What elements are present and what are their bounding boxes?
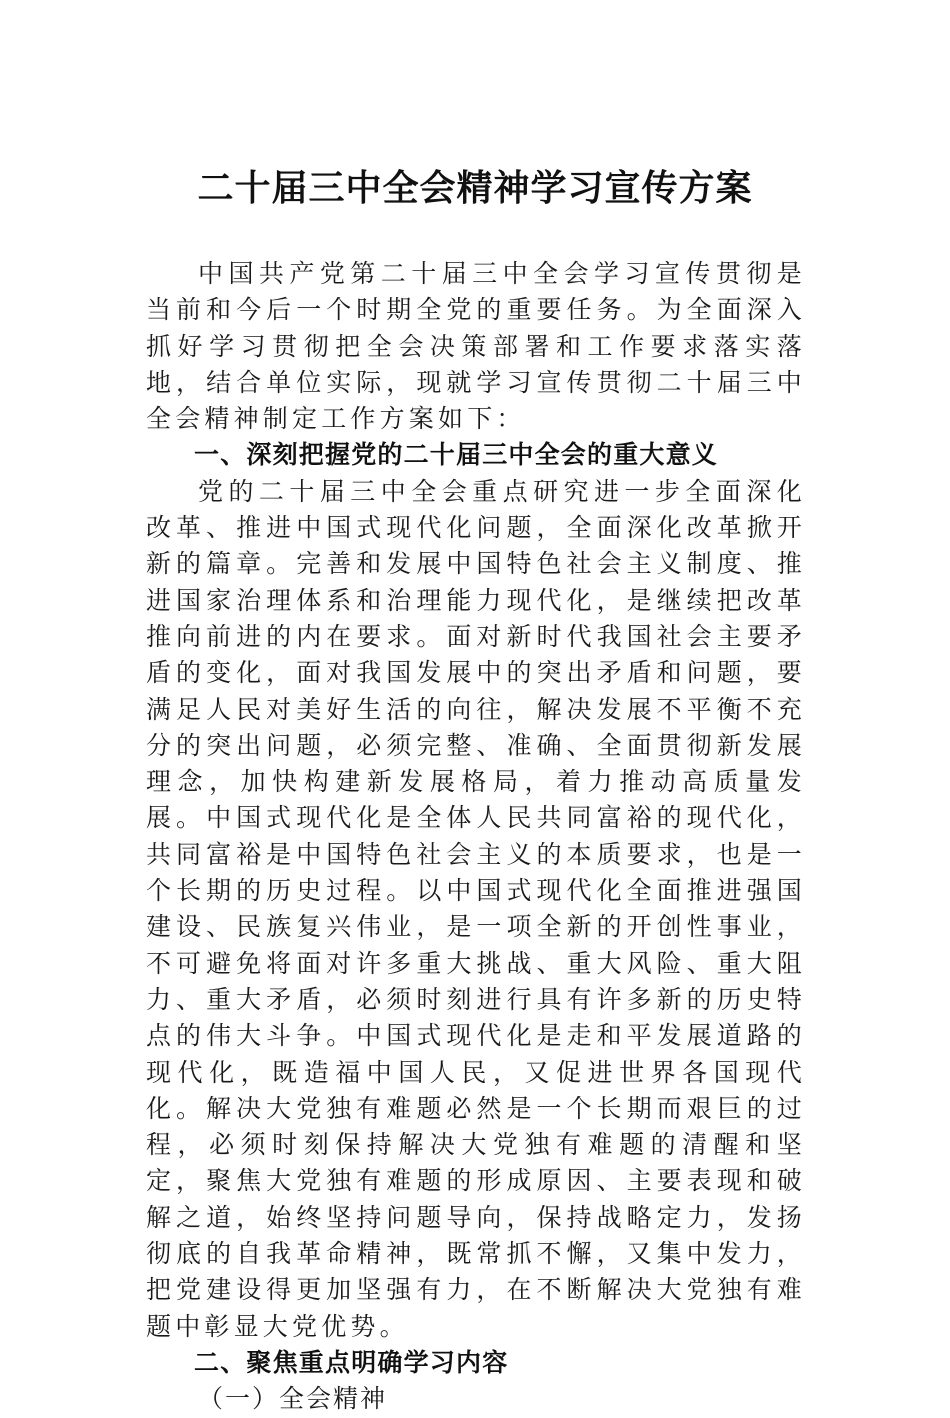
section-1-heading: 一、深刻把握党的二十届三中全会的重大意义: [194, 440, 719, 470]
section-1-paragraph: 党的二十届三中全会重点研究进一步全面深化改革、推进中国式现代化问题，全面深化改革掀开新的篇章。完善和发展中国特色社会主义制度、推进国家治理体系和治理能力现代化，是继续把改革推向前进的内在要求。面对新时代我国社会主要矛盾的变化，面对我国发展中的突出矛盾和问题，要满足人民对美好生活的向往，解决发展不平衡不充分的突出问题，必须完整、准确、全面贯彻新发展理念，加快构建新发展格局，着力推动高质量发展。中国式现代化是全体人民共同富裕的现代化，共同富裕是中国特色社会主义的本质要求，也是一个长期的历史过程。以中国式现代化全面推进强国建设、民族复兴伟业，是一项全新的开创性事业，不可避免将面对许多重大挑战、重大风险、重大阻力、重大矛盾，必须时刻进行具有许多新的历史特点的伟大斗争。中国式现代化是走和平发展道路的现代化，既造福中国人民，又促进世界各国现代化。解决大党独有难题必然是一个长期而艰巨的过程，必须时刻保持解决大党独有难题的清醒和坚定，聚焦大党独有难题的形成原因、主要表现和破解之道，始终坚持问题导向，保持战略定力，发扬彻底的自我革命精神，既常抓不懈，又集中发力，把党建设得更加坚强有力，在不断解决大党独有难题中彰显大党优势。: [146, 476, 806, 1341]
section-2-heading: 二、聚焦重点明确学习内容: [194, 1347, 509, 1377]
document-title: 二十届三中全会精神学习宣传方案: [197, 167, 753, 209]
intro-paragraph: 中国共产党第二十届三中全会学习宣传贯彻是当前和今后一个时期全党的重要任务。为全面深入抓好学习贯彻把全会决策部署和工作要求落实落地，结合单位实际，现就学习宣传贯彻二十届三中全会精神制定工作方案如下：: [146, 259, 806, 434]
section-2-subheading-1: （一）全会精神: [198, 1384, 388, 1414]
document-body: [146, 256, 806, 1418]
